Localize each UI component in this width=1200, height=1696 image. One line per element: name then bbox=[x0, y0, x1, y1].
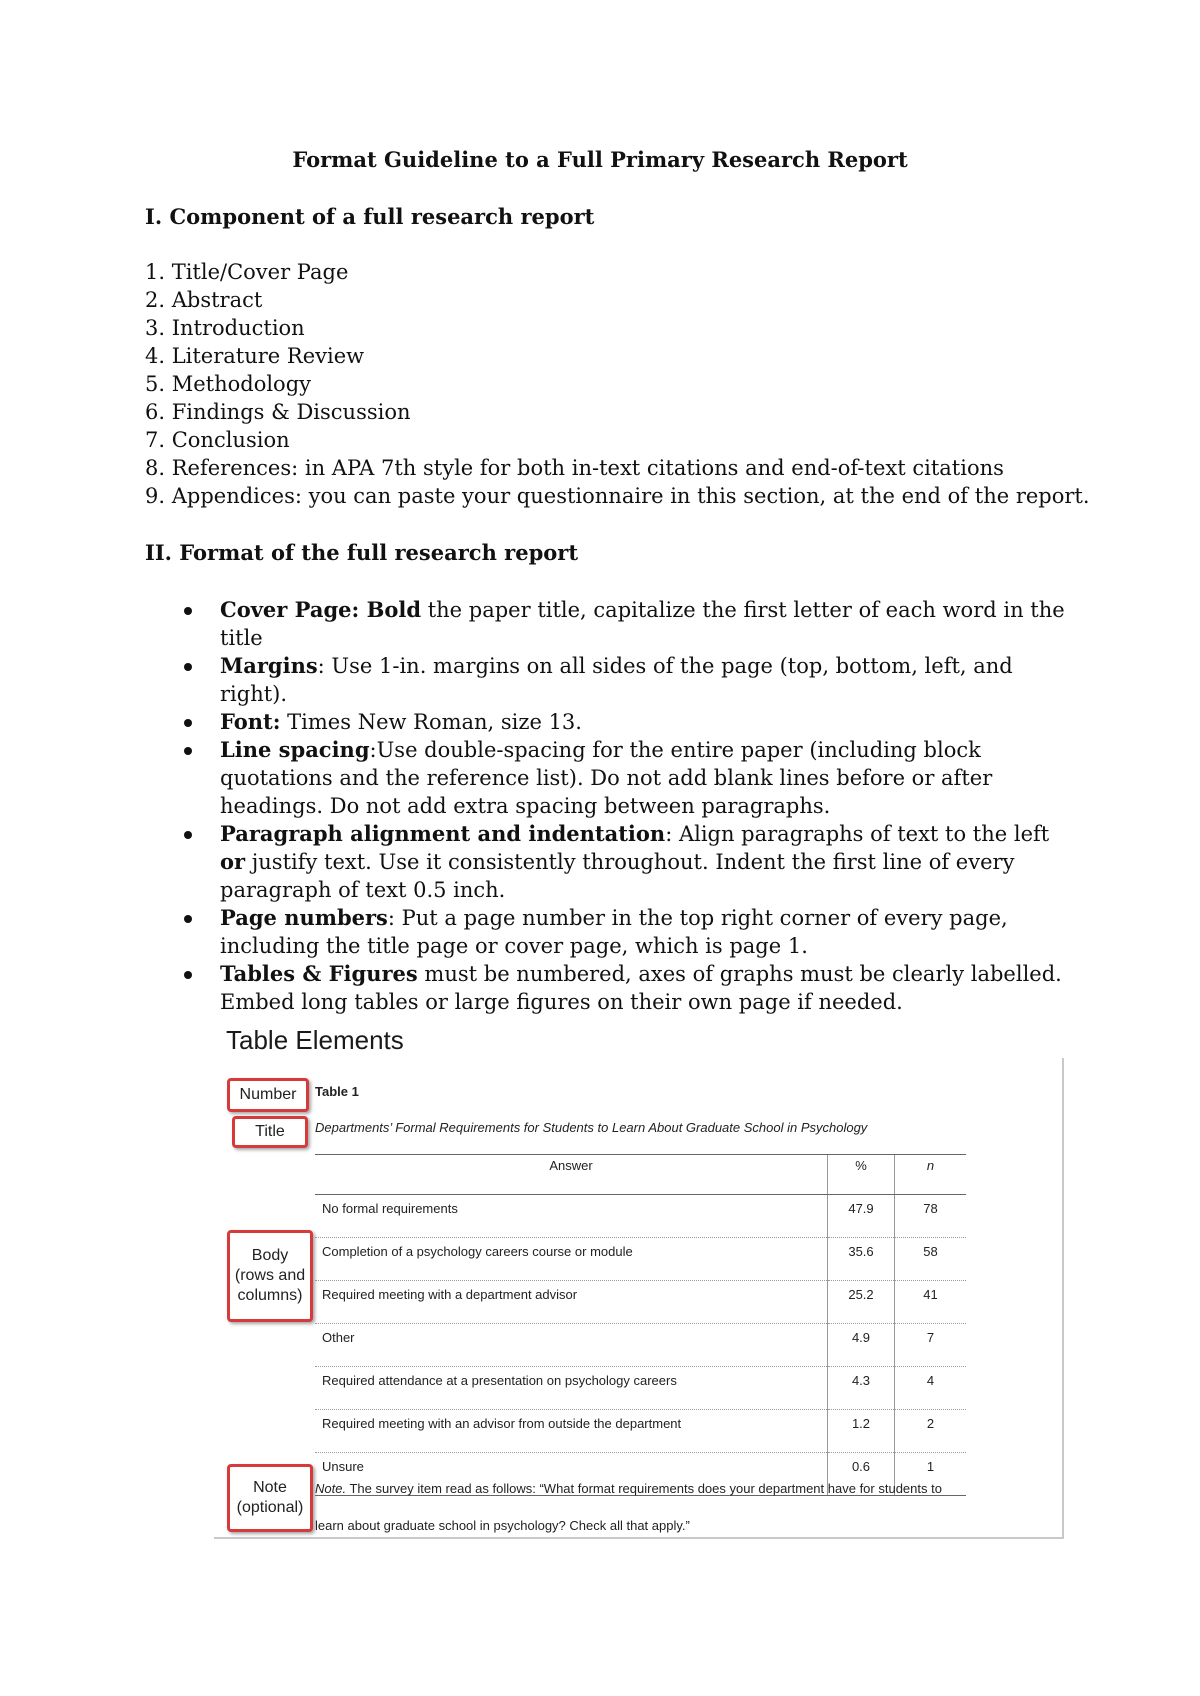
label-note: Note (optional) bbox=[227, 1464, 313, 1532]
list-item: 4. Literature Review bbox=[145, 344, 365, 368]
table-note: Note. The survey item read as follows: “What format requirements does your department have for students to learn about graduate school in psychology? Check all that apply.” bbox=[315, 1481, 942, 1533]
figure-heading: Table Elements bbox=[226, 1025, 404, 1055]
list-item: 2. Abstract bbox=[145, 288, 263, 312]
bullet-dot-icon bbox=[184, 747, 192, 755]
bullet-paragraph-alignment: Paragraph alignment and indentation: Align paragraphs of text to the left or justify text. Use it consistently throughout. Indent the first line of every paragraph of text 0.5 inch. bbox=[180, 820, 1075, 904]
bullet-line-spacing: Line spacing:Use double-spacing for the entire paper (including block quotations and the reference list). Do not add blank lines before or after headings. Do not add extra spacing between paragraphs. bbox=[180, 736, 1075, 820]
column-header: n bbox=[895, 1155, 967, 1195]
table-row: Completion of a psychology careers course or module 35.6 58 bbox=[315, 1238, 966, 1281]
label-body: Body (rows and columns) bbox=[227, 1230, 313, 1322]
sample-table bbox=[315, 1154, 966, 1496]
table-number: Table 1 bbox=[315, 1084, 359, 1099]
bullet-page-numbers: Page numbers: Put a page number in the top right corner of every page, including the title page or cover page, which is page 1. bbox=[180, 904, 1075, 960]
table-row: Required attendance at a presentation on psychology careers 4.3 4 bbox=[315, 1367, 966, 1410]
label-title: Title bbox=[232, 1116, 308, 1148]
format-bullet-list bbox=[180, 596, 1075, 1016]
column-header: Answer bbox=[315, 1155, 828, 1195]
bullet-dot-icon bbox=[184, 607, 192, 615]
section-heading-components: I. Component of a full research report bbox=[145, 204, 595, 229]
document-title: Format Guideline to a Full Primary Research Report bbox=[292, 147, 908, 172]
table-title: Departments’ Formal Requirements for Students to Learn About Graduate School in Psychology bbox=[315, 1120, 868, 1135]
bullet-font: Font: Times New Roman, size 13. bbox=[180, 708, 1075, 736]
list-item: 8. References: in APA 7th style for both in-text citations and end-of-text citations bbox=[145, 456, 1004, 480]
label-number: Number bbox=[227, 1078, 309, 1112]
bullet-dot-icon bbox=[184, 663, 192, 671]
table-row: Required meeting with a department advisor 25.2 41 bbox=[315, 1281, 966, 1324]
component-list bbox=[145, 258, 1090, 510]
bullet-margins: Margins: Use 1-in. margins on all sides of the page (top, bottom, left, and right). bbox=[180, 652, 1075, 708]
list-item: 5. Methodology bbox=[145, 372, 312, 396]
list-item: 3. Introduction bbox=[145, 316, 305, 340]
list-item: 6. Findings & Discussion bbox=[145, 400, 411, 424]
bullet-tables-figures: Tables & Figures must be numbered, axes of graphs must be clearly labelled. Embed long tables or large figures on their own page if needed. bbox=[180, 960, 1075, 1016]
table-row: Unsure 0.6 1 bbox=[315, 1453, 966, 1496]
section-heading-format: II. Format of the full research report bbox=[145, 540, 579, 565]
bullet-dot-icon bbox=[184, 719, 192, 727]
list-item: 7. Conclusion bbox=[145, 428, 290, 452]
bullet-dot-icon bbox=[184, 831, 192, 839]
column-header: % bbox=[828, 1155, 895, 1195]
bullet-dot-icon bbox=[184, 971, 192, 979]
list-item: 9. Appendices: you can paste your questionnaire in this section, at the end of the report. bbox=[145, 484, 1090, 508]
table-header-row bbox=[315, 1155, 966, 1195]
table-elements-figure bbox=[214, 1058, 1064, 1539]
table-row: Required meeting with an advisor from outside the department 1.2 2 bbox=[315, 1410, 966, 1453]
table-row: No formal requirements 47.9 78 bbox=[315, 1195, 966, 1238]
list-item: 1. Title/Cover Page bbox=[145, 260, 349, 284]
table-row: Other 4.9 7 bbox=[315, 1324, 966, 1367]
bullet-dot-icon bbox=[184, 915, 192, 923]
bullet-cover-page: Cover Page: Bold the paper title, capitalize the first letter of each word in the title bbox=[180, 596, 1075, 652]
